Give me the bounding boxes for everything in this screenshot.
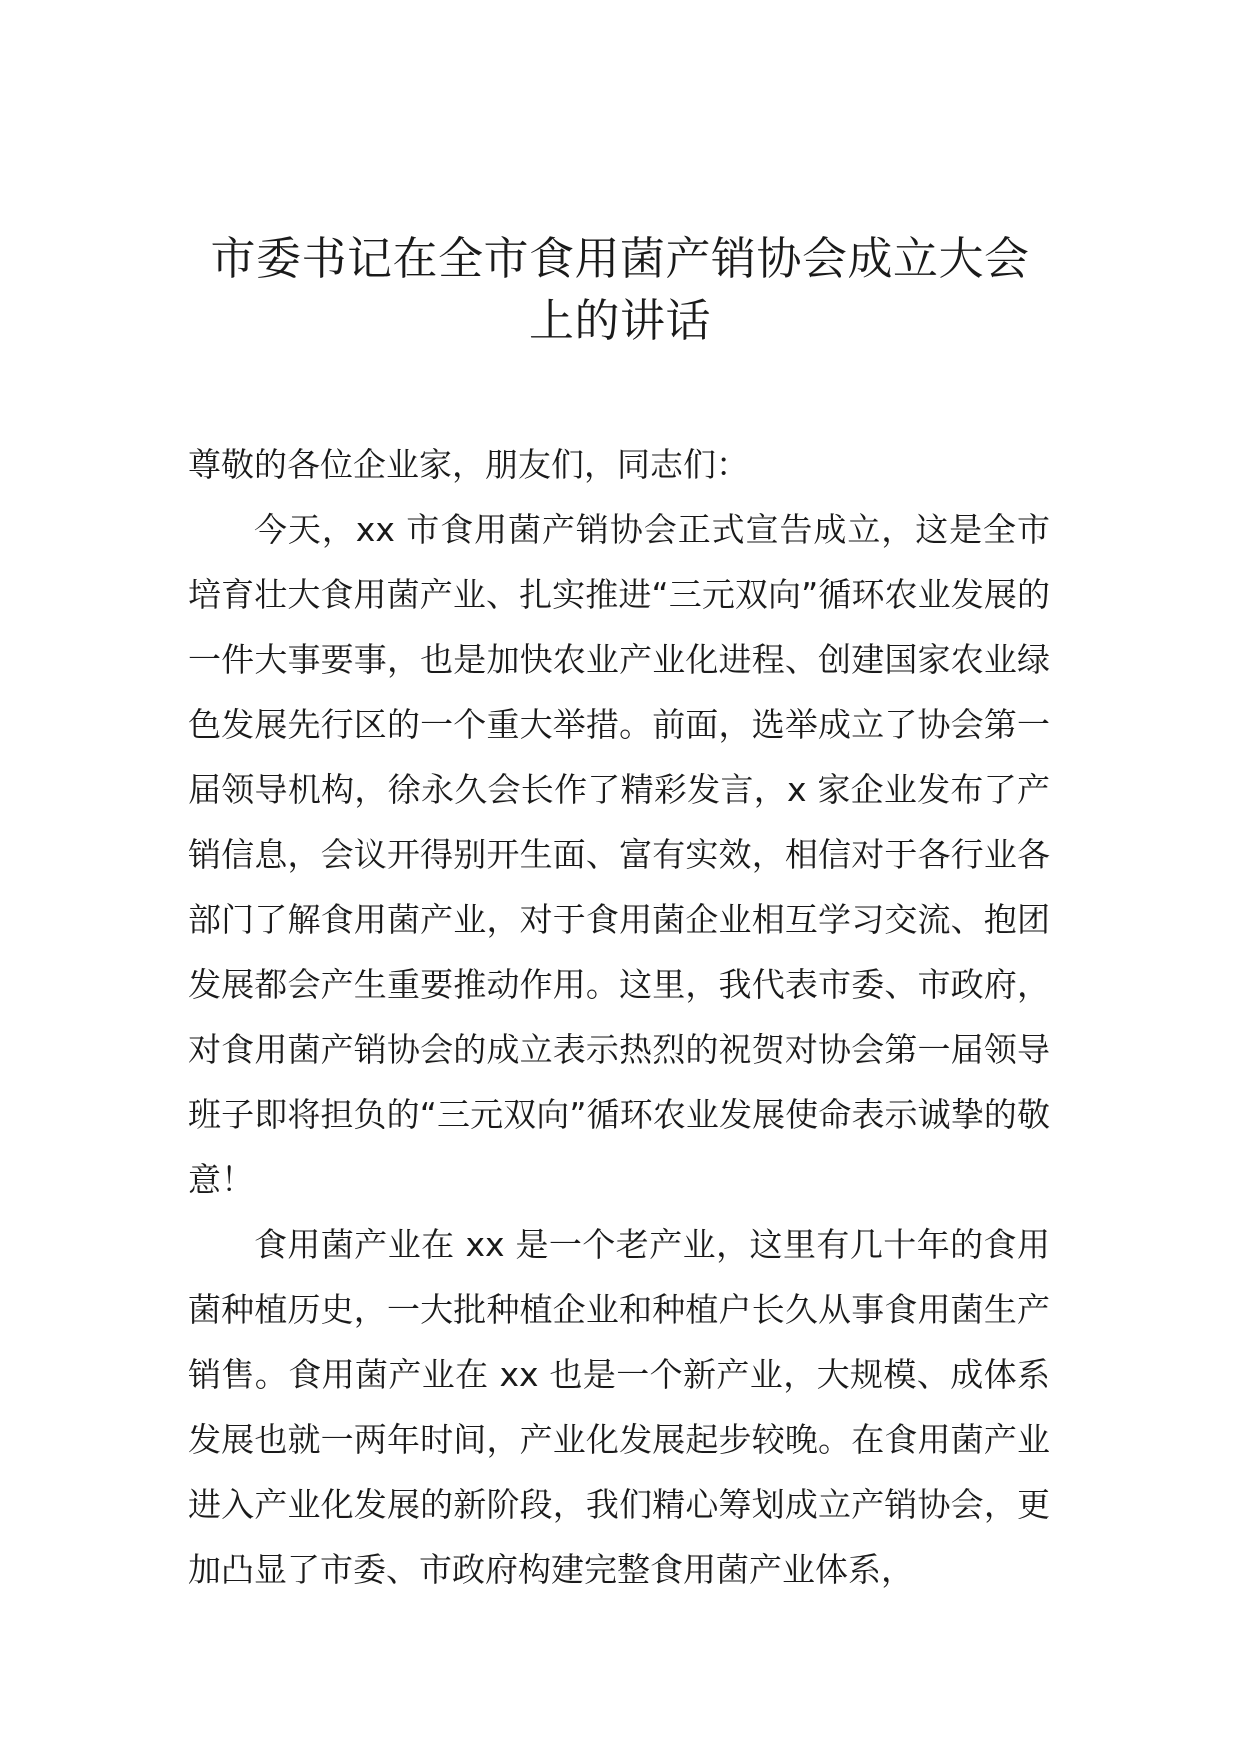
title-line-1: 市委书记在全市食用菌产销协会成立大会 <box>210 232 1030 285</box>
document-title <box>150 228 1090 352</box>
paragraph-1: 今天，xx 市食用菌产销协会正式宣告成立，这是全市培育壮大食用菌产业、扎实推进“三元双向”循环农业发展的一件大事要事，也是加快农业产业化进程、创建国家农业绿色发展先行区的一个重大举措。前面，选举成立了协会第一届领导机构，徐永久会长作了精彩发言，x 家企业发布了产销信息，会议开得别开生面、富有实效，相信对于各行业各部门了解食用菌产业，对于食用菌企业相互学习交流、抱团发展都会产生重要推动作用。这里，我代表市委、市政府，对食用菌产销协会的成立表示热烈的祝贺对协会第一届领导班子即将担负的“三元双向”循环农业发展使命表示诚挚的敬意！ <box>188 510 1050 1199</box>
paragraph-2: 食用菌产业在 xx 是一个老产业，这里有几十年的食用菌种植历史，一大批种植企业和种植户长久从事食用菌生产销售。食用菌产业在 xx 也是一个新产业，大规模、成体系发展也就一两年时间，产业化发展起步较晚。在食用菌产业进入产业化发展的新阶段，我们精心筹划成立产销协会，更加凸显了市委、市政府构建完整食用菌产业体系， <box>188 1225 1050 1589</box>
document-body <box>188 432 1050 1602</box>
title-line-2: 上的讲话 <box>528 294 711 347</box>
salutation: 尊敬的各位企业家，朋友们，同志们： <box>188 445 749 484</box>
